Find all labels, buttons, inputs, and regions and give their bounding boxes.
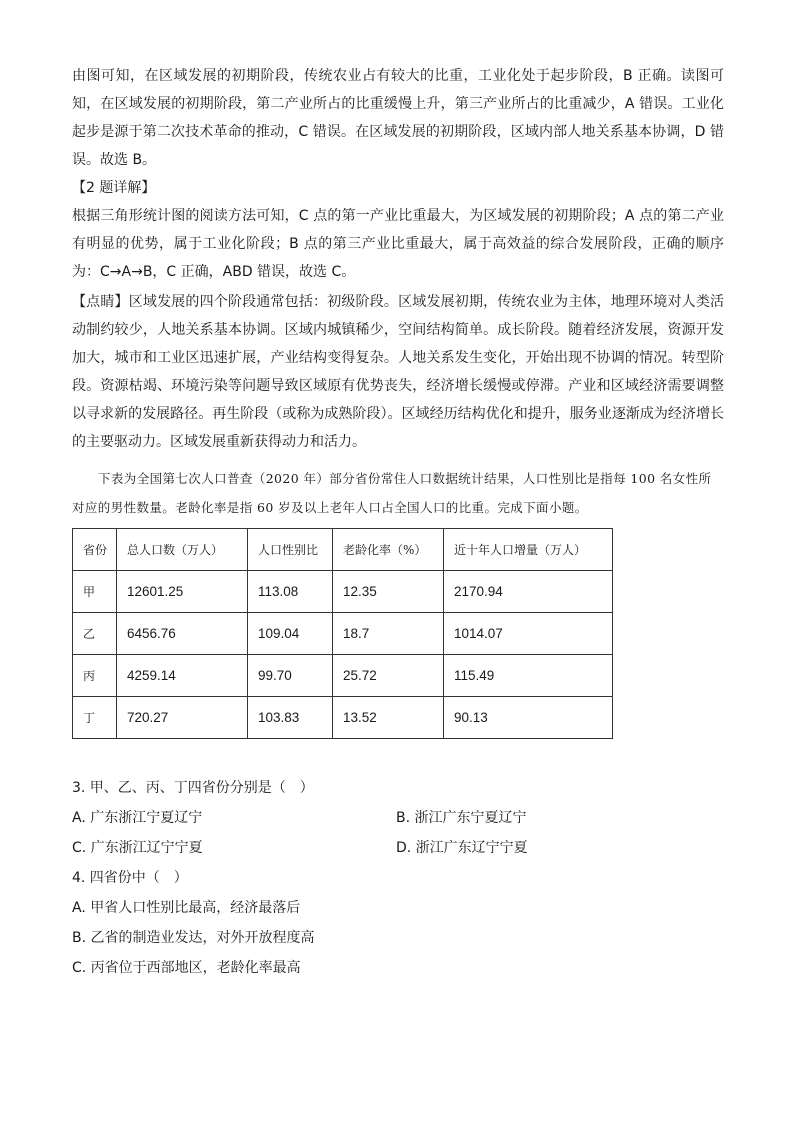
- cell-population-increase: 1014.07: [444, 613, 613, 655]
- document-page: [72, 62, 724, 983]
- header-population-increase: 近十年人口增量（万人）: [444, 529, 613, 571]
- header-sex-ratio: 人口性别比: [248, 529, 333, 571]
- q4-option-c[interactable]: C. 丙省位于西部地区，老龄化率最高: [72, 960, 301, 976]
- cell-total-population: 12601.25: [117, 571, 248, 613]
- population-table: [72, 528, 613, 739]
- q4-option-b[interactable]: B. 乙省的制造业发达，对外开放程度高: [72, 930, 315, 946]
- cell-aging-rate: 13.52: [333, 697, 444, 739]
- q3-option-d[interactable]: D. 浙江广东辽宁宁夏: [396, 840, 528, 856]
- q3-option-a[interactable]: A. 广东浙江宁夏辽宁: [72, 810, 203, 826]
- header-province: 省份: [73, 529, 117, 571]
- cell-aging-rate: 25.72: [333, 655, 444, 697]
- header-total-population: 总人口数（万人）: [117, 529, 248, 571]
- q3-option-b[interactable]: B. 浙江广东宁夏辽宁: [396, 810, 527, 826]
- cell-total-population: 4259.14: [117, 655, 248, 697]
- table-row: [73, 613, 613, 655]
- cell-sex-ratio: 113.08: [248, 571, 333, 613]
- cell-sex-ratio: 109.04: [248, 613, 333, 655]
- question-3-options-row-2: [72, 833, 724, 863]
- key-point-paragraph: 【点睛】区域发展的四个阶段通常包括：初级阶段。区域发展初期，传统农业为主体，地理环境对人类活动制约较少，人地关系基本协调。区域内城镇稀少，空间结构简单。成长阶段。随着经济发展，资源开发加大，城市和工业区迅速扩展，产业结构变得复杂。人地关系发生变化，开始出现不协调的情况。转型阶段。资源枯竭、环境污染等问题导致区域原有优势丧失，经济增长缓慢或停滞。产业和区域经济需要调整以寻求新的发展路径。再生阶段（或称为成熟阶段）。区域经历结构优化和提升，服务业逐渐成为经济增长的主要驱动力。区域发展重新获得动力和活力。: [72, 294, 724, 450]
- section-heading-q2: 【2 题详解】: [72, 180, 156, 196]
- table-row: [73, 697, 613, 739]
- q4-option-a[interactable]: A. 甲省人口性别比最高，经济最落后: [72, 900, 301, 916]
- cell-population-increase: 90.13: [444, 697, 613, 739]
- question-4-stem: 4. 四省份中（ ）: [72, 870, 188, 886]
- cell-population-increase: 115.49: [444, 655, 613, 697]
- header-aging-rate: 老龄化率（%）: [333, 529, 444, 571]
- cell-population-increase: 2170.94: [444, 571, 613, 613]
- cell-province: 丙: [73, 655, 117, 697]
- analysis-paragraph-2: 根据三角形统计图的阅读方法可知，C 点的第一产业比重最大，为区域发展的初期阶段；A 点的第二产业有明显的优势，属于工业化阶段；B 点的第三产业比重最大，属于高效益的综合发展阶段，正确的顺序为：C→A→B，C 正确，ABD 错误，故选 C。: [72, 208, 724, 280]
- cell-total-population: 6456.76: [117, 613, 248, 655]
- cell-province: 甲: [73, 571, 117, 613]
- cell-total-population: 720.27: [117, 697, 248, 739]
- cell-sex-ratio: 103.83: [248, 697, 333, 739]
- question-3-options-row-1: [72, 803, 724, 833]
- question-3-stem: 3. 甲、乙、丙、丁四省份分别是（ ）: [72, 780, 314, 796]
- q3-option-c[interactable]: C. 广东浙江辽宁宁夏: [72, 840, 203, 856]
- table-row: [73, 571, 613, 613]
- table-intro: 下表为全国第七次人口普查（2020 年）部分省份常住人口数据统计结果，人口性别比是指每 100 名女性所对应的男性数量。老龄化率是指 60 岁及以上老年人口占全国人口的比重。完成下面小题。: [72, 471, 712, 515]
- cell-province: 乙: [73, 613, 117, 655]
- cell-aging-rate: 12.35: [333, 571, 444, 613]
- table-header-row: [73, 529, 613, 571]
- table-row: [73, 655, 613, 697]
- cell-province: 丁: [73, 697, 117, 739]
- analysis-paragraph-1: 由图可知，在区域发展的初期阶段，传统农业占有较大的比重，工业化处于起步阶段，B 正确。读图可知，在区域发展的初期阶段，第二产业所占的比重缓慢上升，第三产业所占的比重减少，A 错误。工业化起步是源于第二次技术革命的推动，C 错误。在区域发展的初期阶段，区域内部人地关系基本协调，D 错误。故选 B。: [72, 68, 724, 168]
- cell-aging-rate: 18.7: [333, 613, 444, 655]
- cell-sex-ratio: 99.70: [248, 655, 333, 697]
